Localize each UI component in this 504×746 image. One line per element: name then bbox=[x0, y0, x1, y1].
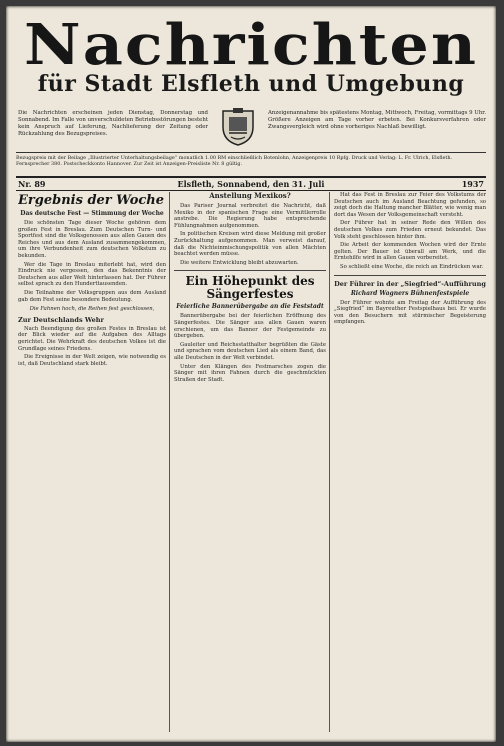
newspaper-page bbox=[6, 6, 496, 742]
article-paragraph: Das Pariser Journal verbreitet die Nachricht, daß Mexiko in der spanischen Frage eine Vermittlerrolle anstrebe. Die Regierung habe entsprechende Fühlungnahmen aufgenommen. bbox=[174, 203, 326, 229]
issue-number: Nr. 89 bbox=[18, 179, 46, 189]
publication-notice: Die Nachrichten erscheinen jeden Dienstag, Donnerstag und Sonnabend. Im Falle von unverschuldeten Betriebsstörungen besteht kein Anspruch auf Lieferung, Nachlieferung der Zeitung oder Rückzahlung des Bezugspreises. bbox=[18, 110, 208, 137]
advertising-notice: Anzeigenannahme bis spätestens Montag, Mittwoch, Freitag, vormittags 9 Uhr. Größere Anzeigen am Tage vorher erbeten. Bei Konkursverfahren oder Zwangsvergleich wird ohne vorheriges Nachlaß bewilligt. bbox=[268, 110, 486, 130]
article-paragraph: So schließt eine Woche, die reich an Eindrücken war. bbox=[340, 263, 484, 270]
subscription-info: Bezugspreis mit der Beilage „Illustrierter Unterhaltungsbeilage“ monatlich 1.00 RM einschließlich Botenlohn, Anzeigenpreis 10 Rpfg. Druck und Verlag: L. Fr. Ulrich, Elsfleth. Fernsprecher 380. Postscheckkonto Hannover. Zur Zeit ist Anzeigen-Preisliste Nr. 8 gültig. bbox=[16, 152, 486, 168]
article-deck: Richard Wagners Bühnenfestspiele bbox=[350, 289, 470, 297]
article-paragraph: In politischen Kreisen wird diese Meldung mit großer Zurückhaltung aufgenommen. Man verweist darauf, daß die Nichteinmischungspolitik von allen Mächten beachtet werden müsse. bbox=[174, 231, 326, 258]
article-paragraph: Gauleiter und Reichsstatthalter begrüßten die Gäste und sprachen vom deutschen Lied als einem Band, das alle Deutschen in der Welt verbindet. bbox=[174, 341, 326, 361]
article-paragraph: Die Arbeit der kommenden Wochen wird der Ernte gelten. Der Bauer ist überall am Werk, und die Erntehilfe wird in allen Gauen vorbereitet. bbox=[334, 242, 486, 262]
divider bbox=[334, 275, 486, 276]
article-paragraph: Die weitere Entwicklung bleibt abzuwarten. bbox=[180, 259, 299, 266]
article-paragraph: Bannerübergabe bei der feierlichen Eröffnung des Sängerfestes. Die Sänger aus allen Gauen waren erschienen, um das Banner der Festgemeinde zu übergeben. bbox=[174, 313, 326, 340]
section-heading: Der Führer in der „Siegfried“-Aufführung bbox=[334, 279, 486, 288]
masthead-subtitle: für Stadt Elsfleth und Umgebung bbox=[37, 71, 465, 97]
article-paragraph: Die schönsten Tage dieser Woche gehören dem großen Fest in Breslau. Zum Deutschen Turn- und Sportfest sind die Volksgenossen aus allen Gauen des Reiches und aus dem Ausland zusammengekommen, um ihre Verbundenheit zum deutschen Volkstum zu bekunden. bbox=[18, 220, 166, 259]
column-divider bbox=[169, 192, 170, 732]
column-3 bbox=[334, 192, 486, 732]
masthead bbox=[16, 11, 486, 109]
issue-year: 1937 bbox=[461, 179, 484, 189]
article-paragraph: Nach Beendigung des großen Festes in Breslau ist der Blick wieder auf die Aufgaben des Alltags gerichtet. Die Wehrkraft des deutschen Volkes ist die Grundlage seines Friedens. bbox=[18, 325, 166, 352]
masthead-title: Nachrichten bbox=[24, 11, 478, 78]
column-divider bbox=[329, 192, 330, 732]
column-2 bbox=[174, 192, 326, 732]
place-date: Elsfleth, Sonnabend, den 31. Juli bbox=[177, 179, 325, 189]
divider bbox=[174, 270, 326, 271]
coat-of-arms-icon bbox=[219, 107, 257, 147]
section-heading: Zur Deutschlands Wehr bbox=[18, 315, 104, 324]
article-paragraph: Die Ereignisse in der Welt zeigen, wie notwendig es ist, daß Deutschland stark bleibt. bbox=[18, 354, 166, 367]
article-headline: Anstellung Mexikos? bbox=[209, 192, 291, 200]
dateline bbox=[16, 176, 486, 191]
column-1 bbox=[18, 192, 166, 732]
article-paragraph: Die Teilnahme der Volksgruppen aus dem Ausland gab dem Fest seine besondere Bedeutung. bbox=[18, 289, 166, 303]
article-paragraph: Der Führer wohnte am Freitag der Aufführung des „Siegfried“ im Bayreuther Festspielhaus bei. Er wurde von den Besuchern mit stürmischer Begeisterung empfangen. bbox=[334, 299, 486, 326]
article-subhead: Das deutsche Fest — Stimmung der Woche bbox=[20, 210, 164, 217]
article-paragraph: Unter den Klängen des Festmarsches zogen die Sänger mit ihren Fahnen durch die geschmückten Straßen der Stadt. bbox=[174, 363, 326, 383]
article-headline: Ergebnis der Woche bbox=[18, 193, 165, 208]
article-paragraph: Hat das Fest in Breslau zur Feier des Volkstums der Deutschen auch im Ausland Beachtung gefunden, so zeigt doch die Haltung mancher Blätter, wie wenig man dort das Wesen der Volksgemeinschaft versteht. bbox=[334, 192, 486, 218]
poem-line: Die Fahnen hoch, die Reihen fest geschlossen, bbox=[29, 306, 155, 313]
article-paragraph: Wer die Tage in Breslau miterlebt hat, wird den Eindruck nie vergessen, den das Bekenntnis der Deutschen aus aller Welt hinterlassen hat. Der Führer selbst sprach zu den Hunderttausenden. bbox=[18, 261, 166, 288]
article-paragraph: Der Führer hat in seiner Rede den Willen des deutschen Volkes zum Frieden erneut bekundet. Das Volk steht geschlossen hinter ihm. bbox=[334, 220, 486, 240]
article-headline: Ein Höhepunkt des Sängerfestes bbox=[185, 274, 315, 302]
article-deck: Feierliche Bannerübergabe an die Feststadt bbox=[176, 303, 324, 311]
